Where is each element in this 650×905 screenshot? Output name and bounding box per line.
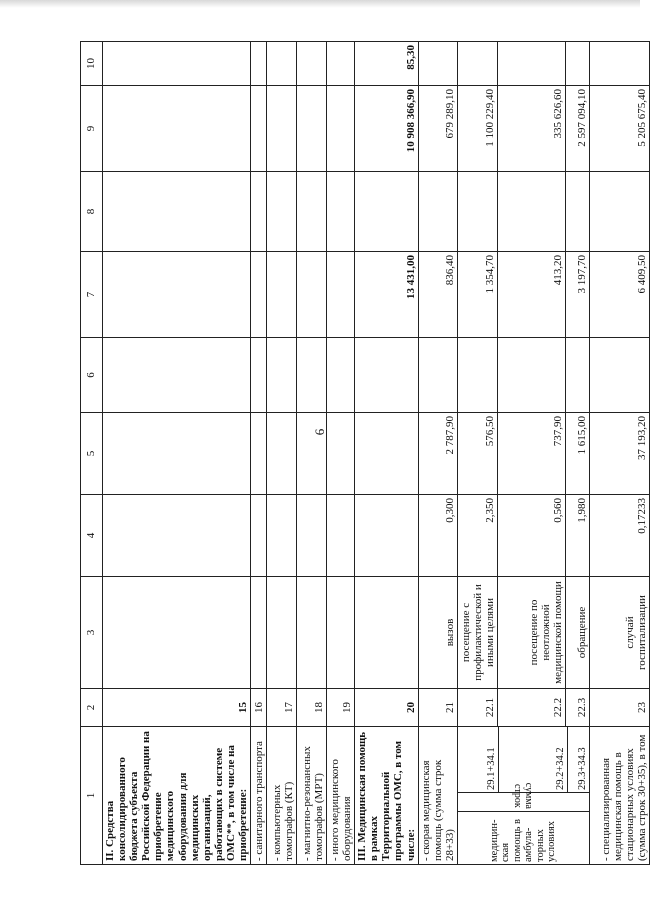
value-cell: 2,350 xyxy=(457,495,497,577)
row-number: 18 xyxy=(297,689,327,727)
row-ref: 29.2+34.2 xyxy=(498,727,567,793)
page-number: 6 xyxy=(312,428,327,436)
unit-cell: обращение xyxy=(565,577,589,689)
table-row xyxy=(457,42,497,865)
ambulatory-group xyxy=(457,727,589,865)
value-cell: 679 289,10 xyxy=(418,86,457,172)
value-cell: 3 197,70 xyxy=(565,252,589,338)
row-label: - санитарного транспорта xyxy=(251,727,267,865)
header-cell: 4 xyxy=(81,495,103,577)
row-number: 23 xyxy=(589,689,649,727)
table-row xyxy=(103,42,251,865)
header-cell: 5 xyxy=(81,413,103,495)
header-cell: 7 xyxy=(81,252,103,338)
value-cell: 0,300 xyxy=(418,495,457,577)
value-cell: 5 205 675,40 xyxy=(589,86,649,172)
header-cell: 9 xyxy=(81,86,103,172)
header-cell: 6 xyxy=(81,338,103,413)
value-cell: 1 615,00 xyxy=(565,413,589,495)
row-label: - компьютерных томографов (КТ) xyxy=(267,727,297,865)
table-row xyxy=(267,42,297,865)
value-cell: 836,40 xyxy=(418,252,457,338)
unit-cell: посещение с профилактической и иными целями xyxy=(457,577,497,689)
financing-table xyxy=(80,41,650,865)
value-cell: 37 193,20 xyxy=(589,413,649,495)
value-cell: 0,560 xyxy=(497,495,565,577)
value-cell: 13 431,00 xyxy=(355,252,418,338)
row-number: 16 xyxy=(251,689,267,727)
table-row xyxy=(327,42,355,865)
value-cell: 0,17233 xyxy=(589,495,649,577)
value-cell: 2 787,90 xyxy=(418,413,457,495)
value-cell: 576,50 xyxy=(457,413,497,495)
header-cell: 1 xyxy=(81,727,103,865)
value-cell: 1,980 xyxy=(565,495,589,577)
row-label: III. Медицинская помощь в рамках Территориальной программы ОМС, в том числе: xyxy=(355,727,418,865)
rotated-table-wrapper xyxy=(80,42,648,865)
row-number: 17 xyxy=(267,689,297,727)
row-label: II. Средства консолидированного бюджета субъекта Российской Федерации на приобретение медицинского оборудования для медицинских организаций, работающих в системе ОМС**, в том числе на приобретение: xyxy=(103,727,251,865)
value-cell: 1 100 229,40 xyxy=(457,86,497,172)
row-label: - специализированная медицинская помощь в стационарных условиях (сумма строк 30+35), в том xyxy=(589,727,649,865)
ambulatory-subgrid xyxy=(458,727,589,864)
value-cell: 413,20 xyxy=(497,252,565,338)
scan-edge xyxy=(0,0,640,8)
header-cell: 8 xyxy=(81,172,103,252)
ambulatory-label: медицин-ская помощь в амбула-торных условиях xyxy=(458,812,589,865)
value-cell: 1 354,70 xyxy=(457,252,497,338)
row-number: 15 xyxy=(103,689,251,727)
value-cell: 85,30 xyxy=(355,42,418,86)
row-ref: 29.1+34.1 xyxy=(458,727,499,793)
row-label: - магнитно-резонансных томографов (МРТ) xyxy=(297,727,327,865)
row-number: 21 xyxy=(418,689,457,727)
value-cell: 737,90 xyxy=(497,413,565,495)
value-cell: 6 409,50 xyxy=(589,252,649,338)
table-row xyxy=(418,42,457,865)
unit-cell: посещение по неотложной медицинской помощи xyxy=(497,577,565,689)
row-ref: 29.3+34.3 xyxy=(577,747,589,790)
row-number: 20 xyxy=(355,689,418,727)
row-number: 22.3 xyxy=(565,689,589,727)
unit-cell: случай госпитализации xyxy=(589,577,649,689)
row-label: - иного медицинского оборудования xyxy=(327,727,355,865)
table-row xyxy=(251,42,267,865)
header-row xyxy=(81,42,103,865)
header-cell: 10 xyxy=(81,42,103,86)
table-row xyxy=(589,42,649,865)
row-number: 22.1 xyxy=(457,689,497,727)
row-number: 19 xyxy=(327,689,355,727)
header-cell: 3 xyxy=(81,577,103,689)
sum-label: сумма строк xyxy=(512,782,535,809)
row-label: - скорая медицинская помощь (сумма строк 28+33) xyxy=(418,727,457,865)
value-cell: 2 597 094,10 xyxy=(565,86,589,172)
header-cell: 2 xyxy=(81,689,103,727)
value-cell: 335 626,60 xyxy=(497,86,565,172)
table-row xyxy=(297,42,327,865)
unit-cell: вызов xyxy=(418,577,457,689)
row-number: 22.2 xyxy=(497,689,565,727)
value-cell: 10 908 366,90 xyxy=(355,86,418,172)
table-row xyxy=(355,42,418,865)
